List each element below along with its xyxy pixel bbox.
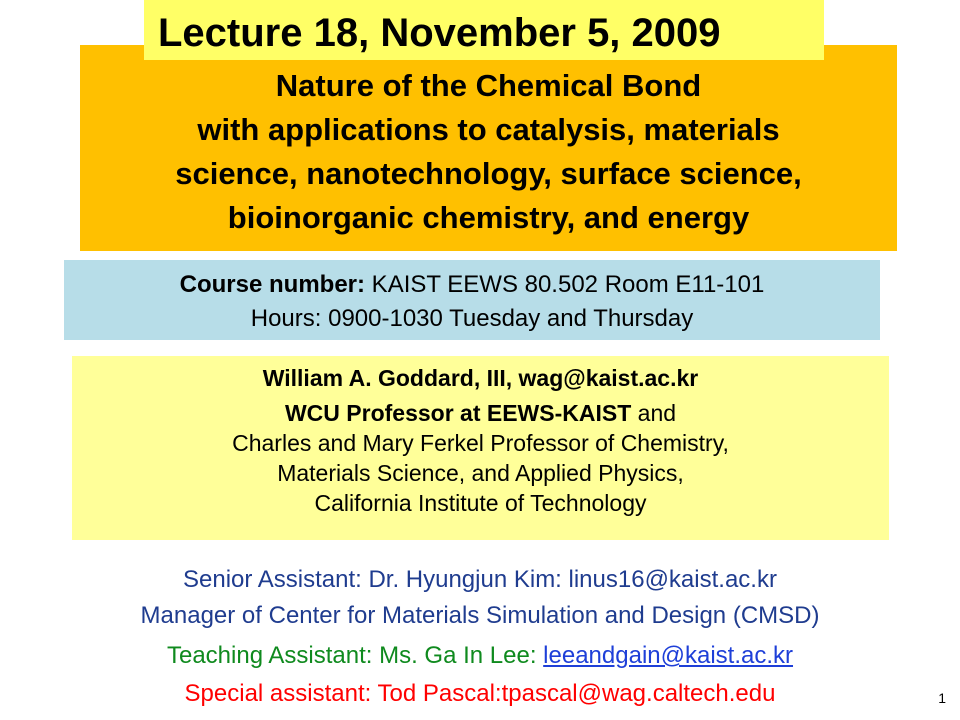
instructor-name: William A. Goddard, III, wag@kaist.ac.kr [262,365,699,391]
teaching-assistant [0,638,960,674]
special-assistant: Special assistant: Tod Pascal:tpascal@wag.caltech.edu [184,680,776,707]
teaching-assistant-email-link[interactable]: leeandgain@kaist.ac.kr [543,642,794,669]
course-title-line-4: bioinorganic chemistry, and energy [227,200,750,235]
page-number: 1 [938,690,946,706]
instructor-line-4: Materials Science, and Applied Physics, [277,460,684,486]
course-number-value: KAIST EEWS 80.502 Room E11-101 [365,271,765,298]
instructor-title-rest: and [631,400,677,426]
instructor-line-3: Charles and Mary Ferkel Professor of Chemistry, [232,430,729,456]
instructor-line-5: California Institute of Technology [314,490,647,516]
cmsd-manager: Manager of Center for Materials Simulation and Design (CMSD) [140,602,820,629]
senior-assistant: Senior Assistant: Dr. Hyungjun Kim: linus16@kaist.ac.kr [183,566,777,593]
course-number-line [64,268,880,302]
course-title [80,64,897,240]
teaching-assistant-label: Teaching Assistant: Ms. Ga In Lee: [166,642,544,669]
lecture-title: Lecture 18, November 5, 2009 [158,11,721,55]
instructor-title-line [72,398,889,428]
course-title-line-1: Nature of the Chemical Bond [275,68,702,103]
course-title-line-2: with applications to catalysis, materials [197,112,780,147]
course-number-label: Course number: [179,271,366,298]
instructor-title-bold: WCU Professor at EEWS-KAIST [284,400,632,426]
course-hours: Hours: 0900-1030 Tuesday and Thursday [250,305,694,332]
course-title-line-3: science, nanotechnology, surface science, [175,156,802,191]
